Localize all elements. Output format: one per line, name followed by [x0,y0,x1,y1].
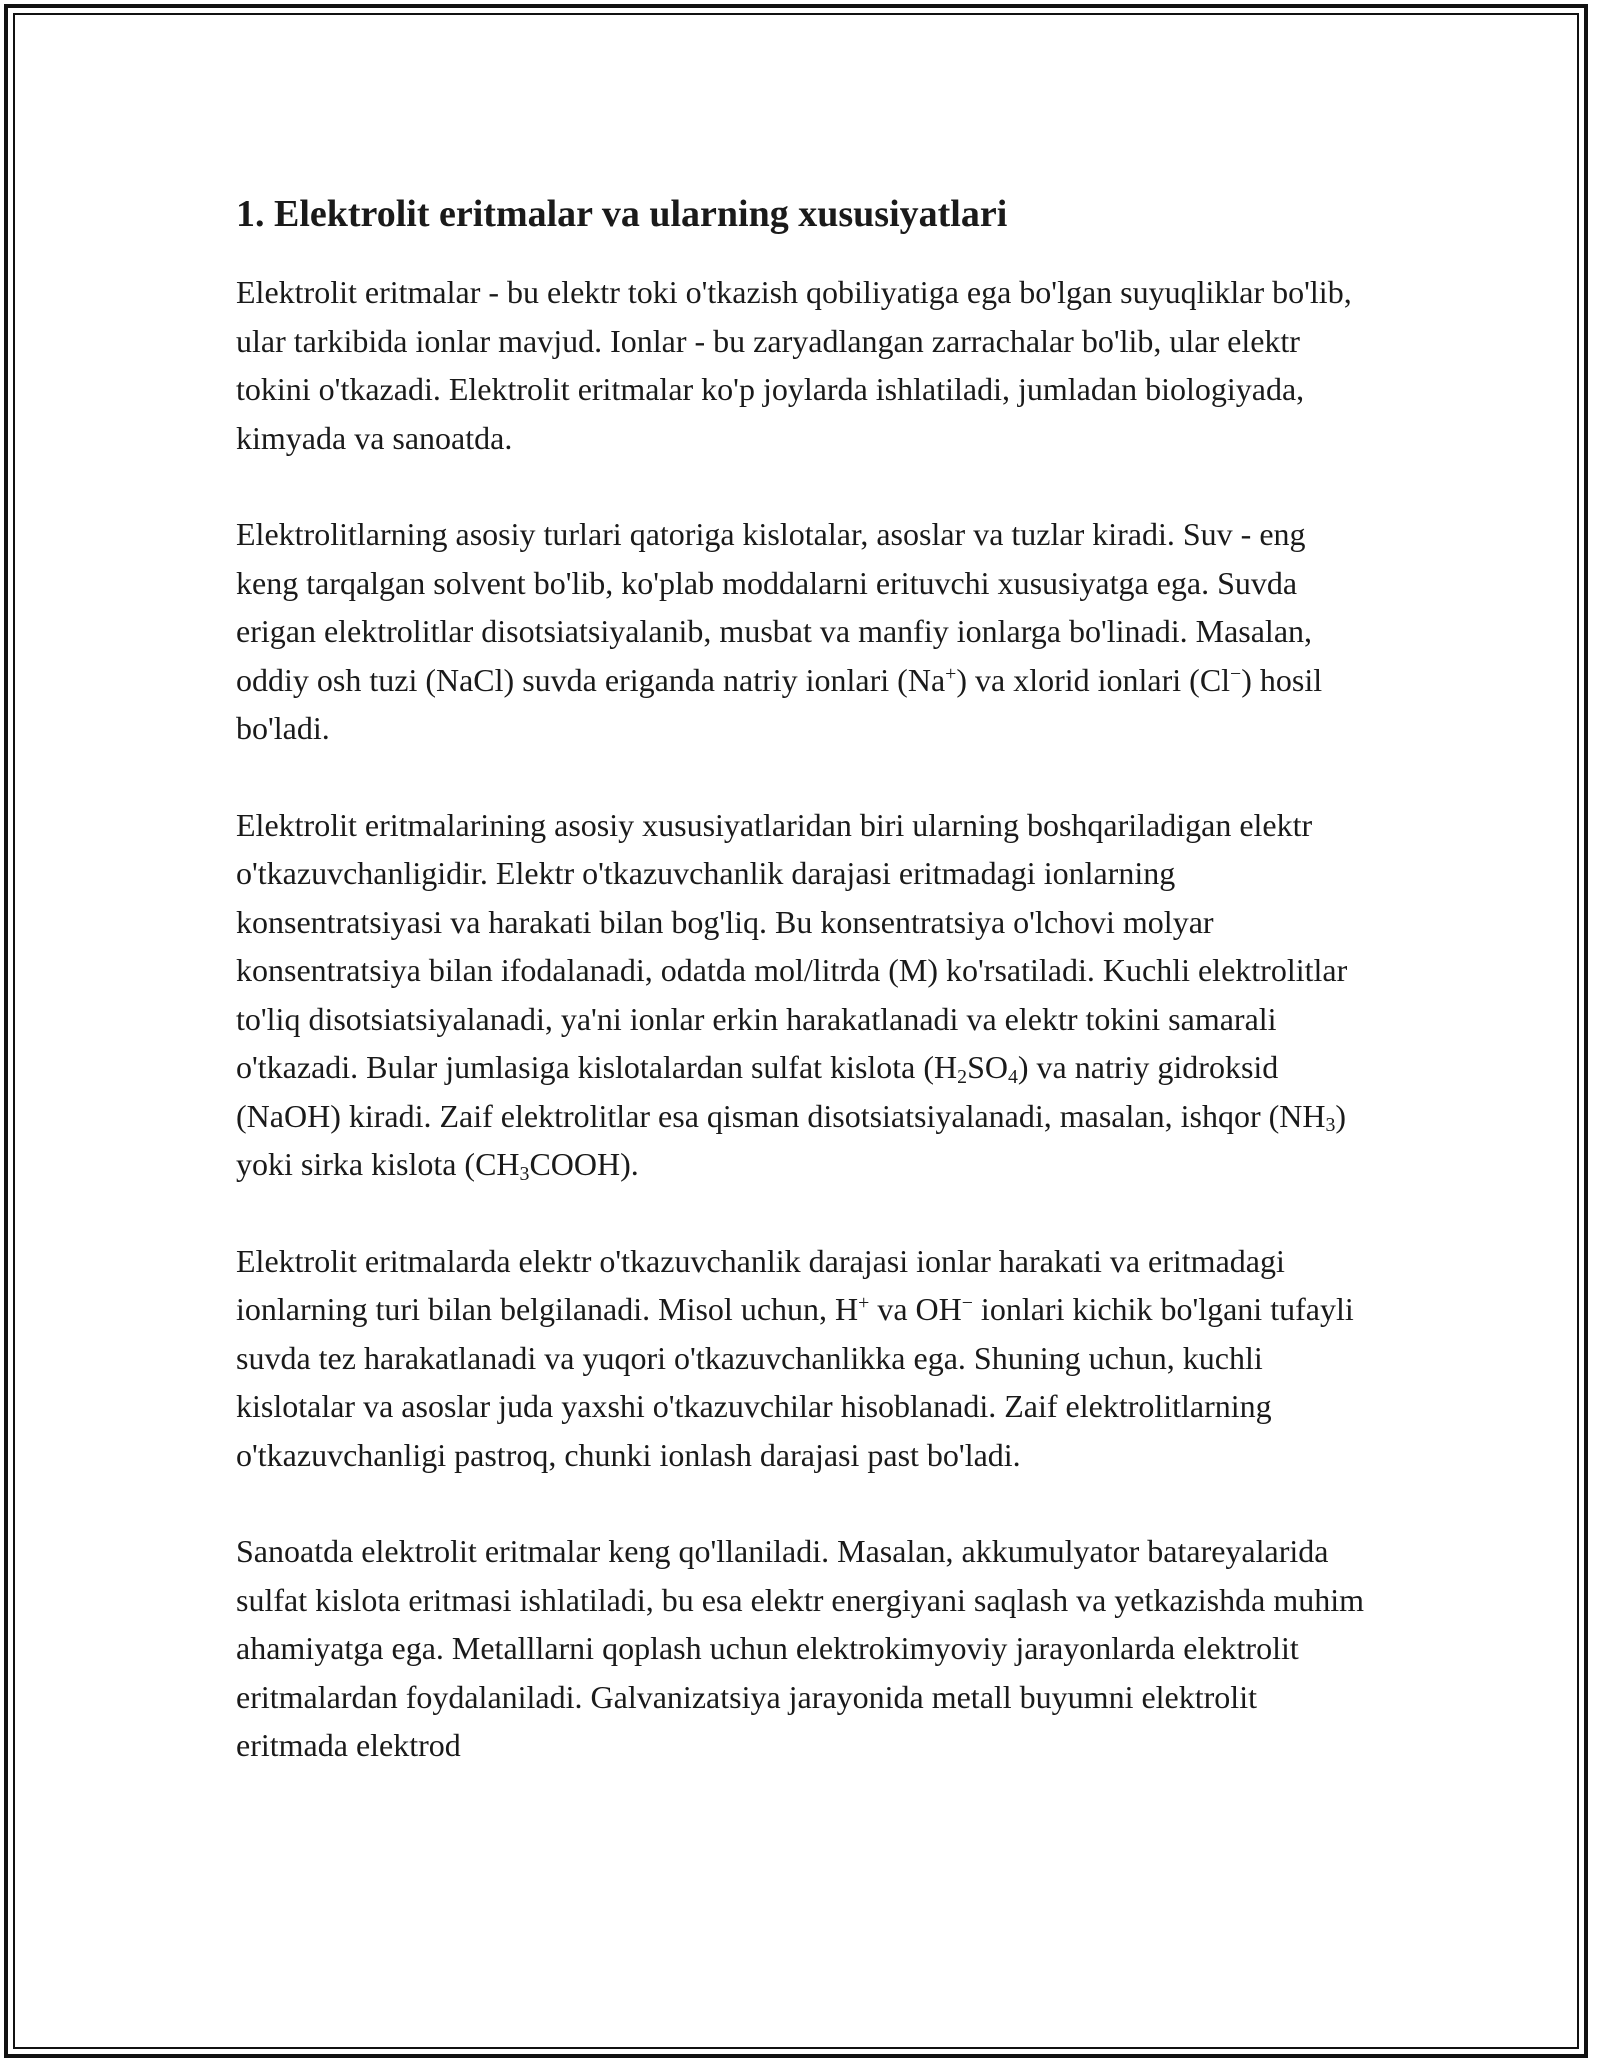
text-run: SO [967,1049,1008,1085]
subscript: 3 [519,1162,530,1185]
paragraph-industry [236,1527,1366,1770]
superscript: + [945,662,957,685]
paragraph-intro [236,268,1366,462]
text-run: va OH [869,1291,962,1327]
superscript: − [1230,662,1242,685]
text-run: ) hosil bo'ladi. [236,661,1323,746]
subscript: 4 [1007,1065,1018,1088]
text-run: ionlari kichik bo'lgani tufayli suvda tez harakatlanadi va yuqori o'tkazuvchanlikka ega. Shuning uchun, kuchli kislotalar va asoslar juda yaxshi o'tkazuvchilar hisoblanadi. Zaif elektrolitlarning o'tkazuvchanligi pastroq, chunki ionlash darajasi past bo'ladi. [236,1291,1354,1473]
text-run: Elektrolit eritmalarda elektr o'tkazuvchanlik darajasi ionlar harakati va eritmadagi ionlarning turi bilan belgilanadi. Misol uchun, H [236,1242,1285,1327]
paragraph-conductivity [236,801,1366,1189]
text-run: Sanoatda elektrolit eritmalar keng qo'llaniladi. Masalan, akkumulyator batareyalarida sulfat kislota eritmasi ishlatiladi, bu esa elektr energiyani saqlash va yetkazishda muhim ahamiyatga ega. Metalllarni qoplash uchun elektrokimyoviy jarayonlarda elektrolit eritmalardan foydalaniladi. Galvanizatsiya jarayonida metall buyumni elektrolit eritmada elektrod [236,1533,1364,1763]
text-run: Elektrolitlarning asosiy turlari qatoriga kislotalar, asoslar va tuzlar kiradi. Suv - eng keng tarqalgan solvent bo'lib, ko'plab moddalarni erituvchi xususiyatga ega. Suvda erigan elektrolitlar disotsiatsiyalanib, musbat va manfiy ionlarga bo'linadi. Masalan, oddiy osh tuzi (NaCl) suvda eriganda natriy ionlari (Na [236,516,1313,698]
text-run: Elektrolit eritmalarining asosiy xususiyatlaridan biri ularning boshqariladigan elektr o'tkazuvchanligidir. Elektr o'tkazuvchanlik darajasi eritmadagi ionlarning konsentratsiyasi va harakati bilan bog'liq. Bu konsentratsiya o'lchovi molyar konsentratsiya bilan ifodalanadi, odatda mol/litrda (M) ko'rsatiladi. Kuchli elektrolitlar to'liq disotsiatsiyalanadi, ya'ni ionlar erkin harakatlanadi va elektr tokini samarali o'tkazadi. Bular jumlasiga kislotalardan sulfat kislota (H [236,806,1348,1085]
text-run: ) yoki sirka kislota (CH [236,1097,1347,1182]
text-run: ) va xlorid ionlari (Cl [956,661,1231,698]
text-run: Elektrolit eritmalar - bu elektr toki o'tkazish qobiliyatiga ega bo'lgan suyuqliklar bo'lib, ular tarkibida ionlar mavjud. Ionlar - bu zaryadlangan zarrachalar bo'lib, ular elektr tokini o'tkazadi. Elektrolit eritmalar ko'p joylarda ishlatiladi, jumladan biologiyada, kimyada va sanoatda. [236,274,1352,456]
paragraph-types [236,510,1366,753]
subscript: 2 [957,1065,968,1088]
superscript: − [961,1292,973,1315]
subscript: 3 [1325,1114,1336,1137]
superscript: + [858,1292,870,1315]
text-run: ) va natriy gidroksid (NaOH) kiradi. Zaif elektrolitlar esa qisman disotsiatsiyalanadi, masalan, ishqor (NH [236,1049,1326,1134]
text-run: COOH). [529,1146,639,1182]
section-heading: 1. Elektrolit eritmalar va ularning xususiyatlari [236,193,1008,235]
paragraph-ion-mobility [236,1237,1366,1480]
document-body [236,186,1366,1770]
